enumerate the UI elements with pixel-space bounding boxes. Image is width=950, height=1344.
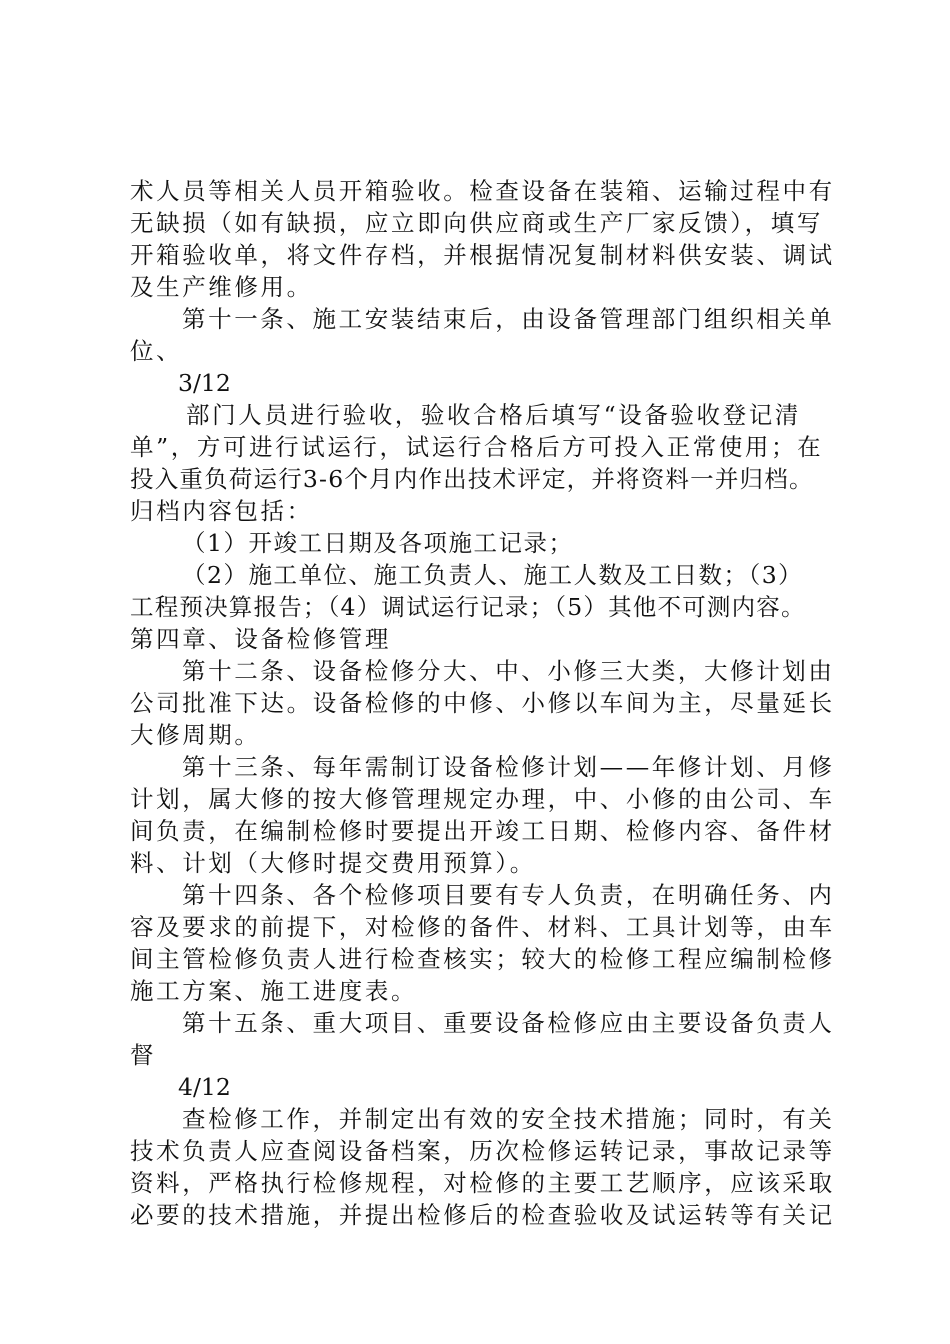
text-line: 部门人员进行验收，验收合格后填写“设备验收登记清: [186, 401, 801, 429]
text-line: 投入重负荷运行3-6个月内作出技术评定，并将资料一并归档。: [130, 465, 814, 493]
list-item: 工程预决算报告；（4）调试运行记录；（5）其他不可测内容。: [130, 593, 806, 621]
text-line: 单”，方可进行试运行，试运行合格后方可投入正常使用；在: [130, 433, 824, 461]
text-line: 开箱验收单，将文件存档，并根据情况复制材料供安装、调试: [130, 241, 835, 269]
text-line: 计划，属大修的按大修管理规定办理，中、小修的由公司、车: [130, 785, 835, 813]
text-line: 及生产维修用。: [130, 273, 313, 301]
list-item: （1）开竣工日期及各项施工记录；: [182, 529, 574, 557]
text-line: 间主管检修负责人进行检查核实；较大的检修工程应编制检修: [130, 945, 835, 973]
text-line: 资料，严格执行检修规程，对检修的主要工艺顺序，应该采取: [130, 1169, 835, 1197]
list-item: （2）施工单位、施工负责人、施工人数及工日数；（3）: [182, 561, 804, 589]
text-line: 间负责，在编制检修时要提出开竣工日期、检修内容、备件材: [130, 817, 835, 845]
text-line: 技术负责人应查阅设备档案，历次检修运转记录，事故记录等: [130, 1137, 835, 1165]
text-line: 无缺损（如有缺损，应立即向供应商或生产厂家反馈），填写: [130, 209, 823, 237]
article-14-start: 第十四条、各个检修项目要有专人负责，在明确任务、内: [182, 881, 835, 909]
text-line: 容及要求的前提下，对检修的备件、材料、工具计划等，由车: [130, 913, 835, 941]
text-line: 术人员等相关人员开箱验收。检查设备在装箱、运输过程中有: [130, 177, 835, 205]
article-11-start: 第十一条、施工安装结束后，由设备管理部门组织相关单: [182, 305, 835, 333]
text-line: 大修周期。: [130, 721, 261, 749]
text-line: 查检修工作，并制定出有效的安全技术措施；同时，有关: [182, 1105, 835, 1133]
text-line: 必要的技术措施，并提出检修后的检查验收及试运转等有关记: [130, 1201, 835, 1229]
text-line: 料、计划（大修时提交费用预算）。: [130, 849, 536, 877]
article-13-start: 第十三条、每年需制订设备检修计划——年修计划、月修: [182, 753, 835, 781]
page-number: 3/12: [178, 369, 231, 397]
text-line: 归档内容包括：: [130, 497, 313, 525]
chapter-heading: 第四章、设备检修管理: [130, 625, 391, 653]
text-line: 位、: [130, 337, 183, 365]
article-12-start: 第十二条、设备检修分大、中、小修三大类，大修计划由: [182, 657, 835, 685]
text-line: 施工方案、施工进度表。: [130, 977, 418, 1005]
page-number: 4/12: [178, 1073, 231, 1101]
text-line: 公司批准下达。设备检修的中修、小修以车间为主，尽量延长: [130, 689, 835, 717]
text-line: 督: [130, 1041, 157, 1069]
article-15-start: 第十五条、重大项目、重要设备检修应由主要设备负责人: [182, 1009, 835, 1037]
